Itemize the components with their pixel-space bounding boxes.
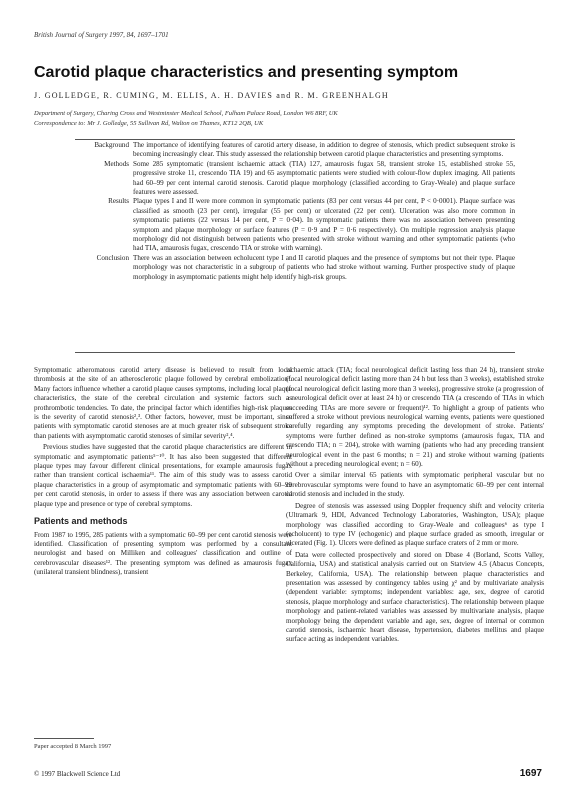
abstract-label: Results xyxy=(108,197,129,206)
abstract-text: There was an association between echolucent type I and II carotid plaques and the presence of symptoms but not their type. Plaque morphology was not characteristic in a subgroup of patients who had stroke without warning. Further prospective study of plaque morphology in asymptomatic patients might help identify high-risk groups. xyxy=(133,253,515,281)
body-column-left xyxy=(34,366,292,580)
abstract-background xyxy=(75,141,515,160)
abstract-text: Some 285 symptomatic (transient ischaemic attack (TIA) 127, amaurosis fugax 58, transient stroke 15, established stroke 55, progressive stroke 11, crescendo TIA 19) and 65 asymptomatic patients were studied with colour-flow duplex imaging. All patients had 60–99 per cent internal carotid stenosis. Carotid plaque morphology (classified according to Gray-Weale) and plaque surface features were assessed. xyxy=(133,159,515,197)
affiliation-block xyxy=(34,109,544,129)
abstract-label: Methods xyxy=(104,159,129,168)
page-number: 1697 xyxy=(519,768,542,779)
body-paragraph: Symptomatic atheromatous carotid artery disease is believed to result from local thrombosis at the site of an atherosclerotic plaque followed by cerebral embolization¹. Many factors influence whether a carotid plaque causes symptoms, including local plaque characteristics, the state of the cerebral circulation and systemic factors such as prothrombotic tendencies. To date, the principal factor which identifies high-risk plaques is the severity of carotid stenosis²,³. Other factors, however, must be important, since patients with symptomatic carotid stenoses are at much greater risk of subsequent stroke than patients with asymptomatic carotid stenoses of similar severity²,⁴. xyxy=(34,366,292,440)
body-paragraph: From 1987 to 1995, 285 patients with a symptomatic 60–99 per cent carotid stenosis were identified. Classification of presenting symptom was performed by a consultant neurologist and based on Milliken and colleagues' classification and outline of cerebrovascular diseases¹². The presenting symptom was defined as amaurosis fugax (unilateral transient blindness), transient xyxy=(34,530,292,577)
article-title: Carotid plaque characteristics and presenting symptom xyxy=(34,64,459,81)
section-heading: Patients and methods xyxy=(34,516,128,527)
copyright-notice: © 1997 Blackwell Science Ltd xyxy=(34,770,121,778)
author-list: J. GOLLEDGE, R. CUMING, M. ELLIS, A. H. DAVIES and R. M. GREENHALGH xyxy=(34,91,389,100)
body-paragraph: Previous studies have suggested that the carotid plaque characteristics are different in symptomatic and asymptomatic patients⁵⁻¹⁰. It has also been suggested that different plaque types may favour different clinical presentations, for example amaurosis fugax rather than transient cortical ischaemia¹¹. The aim of this study was to assess carotid plaque characteristics in a group of asymptomatic and symptomatic patients with 60–99 per cent carotid stenosis, in order to assess if there was any association between carotid plaque type and presence or type of cerebral symptoms. xyxy=(34,443,292,508)
abstract-label: Background xyxy=(94,141,129,149)
abstract-label: Conclusion xyxy=(96,253,129,262)
accepted-date: Paper accepted 8 March 1997 xyxy=(34,743,112,750)
abstract-text: The importance of identifying features of carotid artery disease, in addition to degree of stenosis, which predict subsequent stroke is becoming increasingly clear. This study assessed the relationship between carotid plaque characteristics and presenting symptoms. xyxy=(133,141,515,159)
abstract-bottom-rule xyxy=(75,352,515,353)
body-paragraph: ischaemic attack (TIA; focal neurological deficit lasting less than 24 h), transient stroke (focal neurological deficit lasting more than 24 h but less than 3 weeks), established stroke (focal neurological deficit lasting more than 3 weeks), progressive stroke (a progression of a neurological deficit over at least 24 h) or crescendo TIA (a crescendo of TIAs in which succeeding TIAs are more severe or frequent)¹². To highlight a group of patients who suffered a stroke without previous neurological warning events, patients were questioned carefully regarding any symptoms preceding the development of stroke. Patients' symptoms were further defined as non-stroke symptoms (amaurosis fugax, TIA and crescendo TIA; n = 204), stroke with warning (patients who had any preceding transient neurological event in the past 6 months; n = 21) and stroke without warning (patients without a preceding neurological event; n = 60). xyxy=(286,366,544,469)
abstract-conclusion xyxy=(75,254,515,282)
abstract-methods xyxy=(75,160,515,198)
body-column-right xyxy=(286,366,544,647)
footnote-rule xyxy=(34,738,94,739)
affiliation: Department of Surgery, Charing Cross and Westminster Medical School, Fulham Palace Road, London W6 8RF, UK xyxy=(34,110,338,117)
abstract xyxy=(75,141,515,282)
correspondence: Correspondence to: Mr J. Golledge, 55 Sullivan Rd, Walton on Thames, KT12 2QB, UK xyxy=(34,120,264,127)
abstract-top-rule xyxy=(75,139,515,140)
body-paragraph: Degree of stenosis was assessed using Doppler frequency shift and velocity criteria (Ultramark 9, HDI, Advanced Technology Laboratories, Washington, USA); plaque morphology was classified according to Gray-Weale and colleagues⁶ as type I (echolucent) to type IV (echogenic) and plaque surface graded as smooth, irregular or ulcerated (Fig. 1). Ulcers were defined as plaque surface craters of 2 mm or more. xyxy=(286,501,544,548)
journal-citation: British Journal of Surgery 1997, 84, 1697–1701 xyxy=(34,31,169,39)
abstract-results xyxy=(75,197,515,253)
abstract-text: Plaque types I and II were more common in symptomatic patients (83 per cent versus 44 per cent, P < 0·0001). Plaque surface was classified as smooth (23 per cent), irregular (55 per cent) or ulcerated (22 per cent). Ulceration was also more common in symptomatic patients (22 versus 14 per cent, P = 0·04). In symptomatic patients there was no association between presenting symptom and plaque morphology or surface features (P = 0·9 and P = 0·6 respectively). On multiple regression analysis plaque morphology did not distinguish between patients who presented with stroke without warning and other symptomatic patients (who had TIA, amaurosis fugax, crescendo TIA or stroke with warning). xyxy=(133,197,515,253)
body-paragraph: Over a similar interval 65 patients with symptomatic peripheral vascular but no cerebrovascular symptoms were found to have an asymptomatic 60–99 per cent internal carotid stenosis and included in the study. xyxy=(286,471,544,499)
body-paragraph: Data were collected prospectively and stored on Dbase 4 (Borland, Scotts Valley, California, USA) and statistical analysis carried out on Statview 4.5 (Abacus Concepts, Berkeley, California, USA). The relationship between plaque characteristics and presentation was assessed by contingency tables using χ² and by multivariate analysis (dependent variable: symptoms; independent variables: age, sex, degree of carotid stenosis, plaque morphology and surface characteristics). The relationship between plaque morphology and patient-related variables was assessed by multivariate analysis, plaque morphology being the dependent variable and age, sex, degree of internal or common carotid stenosis, ischaemic heart disease, hypertension, diabetes mellitus and plaque surface acting as independent variables. xyxy=(286,550,544,644)
